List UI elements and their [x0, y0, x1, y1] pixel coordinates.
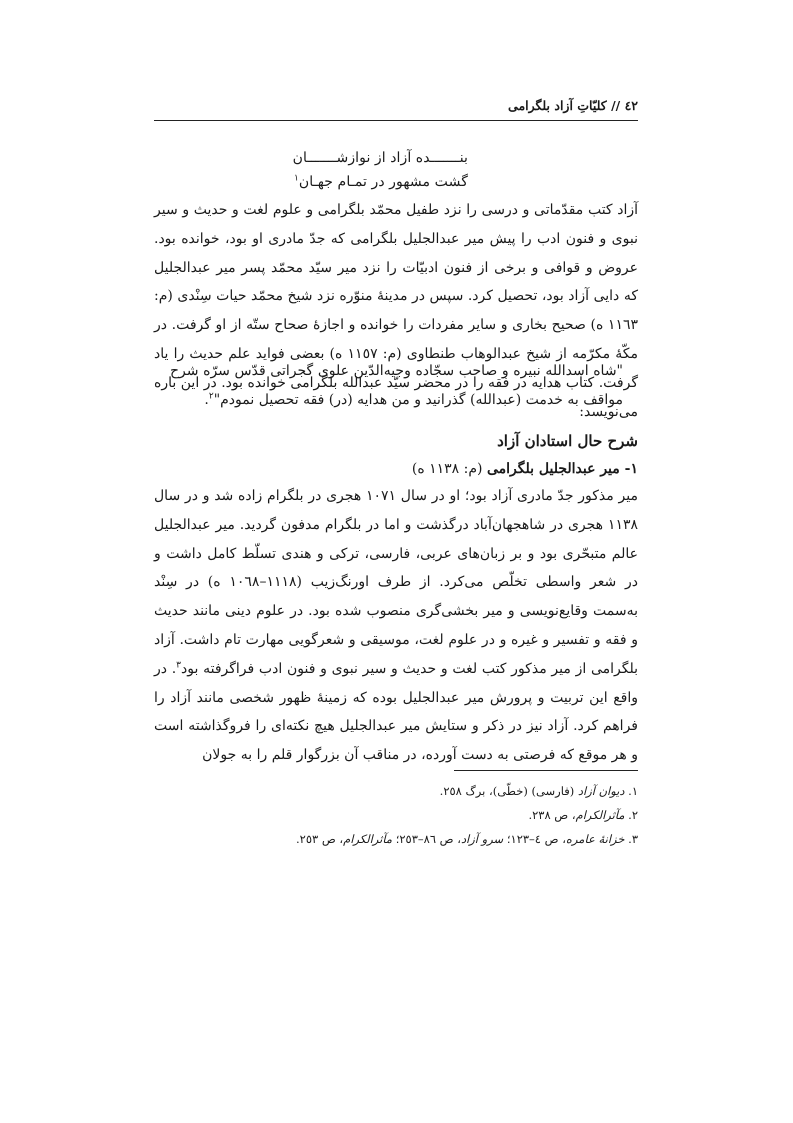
subsection-title: [154, 455, 638, 483]
footnote-2-title: مآثرالکرام: [575, 808, 625, 822]
footnote-3-rest: ، ص ٤–١٢٣؛: [503, 832, 566, 846]
footnote-1-number: ١.: [628, 784, 638, 798]
paragraph-2-part-a: میر مذکور جدّ مادری آزاد بود؛ او در سال ١٠٧١ هجری در بلگرام زاده شد و در سال ١١٣٨ هجری در شاهجهان‌آباد درگذشت و اما در بلگرام مدفون گردید. میر عبدالجلیل عالم متبحّری بود و بر زبان‌های عربی، فارسی، ترکی و هندی تسلّط کامل داشت و در شعر واسطی تخلّص می‌کرد. از طرف اورنگ‌زیب (١١١٨–١٠٦٨ ه) در سِنْد به‌سمت وقایع‌نویسی و میر بخشی‌گری منصوب شده بود. در علوم دینی مانند حدیث و فقه و تفسیر و غیره و در علوم لغت، موسیقی و شعرگویی مهارت تام داشت. آزاد بلگرامی از میر مذکور کتب لغت و حدیث و سیر نبوی و فنون ادب فراگرفته بود: [154, 488, 638, 677]
footnote-1-title: دیوان آزاد: [577, 784, 625, 798]
section-title: شرح حال استادان آزاد: [497, 432, 638, 450]
quote-end: .: [204, 391, 209, 408]
paragraph-1: آزاد کتب مقدّماتی و درسی را نزد طفیل محمّد بلگرامی و علوم لغت و حدیث و سیر نبوی و فنون ادب را پیش میر عبدالجلیل بلگرامی که جدّ مادری او بود، خوانده بود. عروض و قوافی و برخی از فنون ادبیّات را نزد میر سیّد محمّد پسر میر عبدالجلیل که دایی آزاد بود، تحصیل کرد. سپس در مدینهٔ منوّره نزد شیخ محمّد حیات سِنْدی (م: ١١٦٣ ه) صحیح بخاری و سایر مفردات را خوانده و اجازهٔ صحاح ستّه از او گرفت. در مکّهٔ مکرّمه از شیخ عبدالوهاب طنطاوی (م: ١١٥٧ ه) بعضی فواید علم حدیث را یاد گرفت. کتاب هدایه در فقه را در محضر سیّد عبدالله بلگرامی خوانده بود. در این باره می‌نویسد:: [154, 202, 638, 420]
subsection-name: ١- میر عبدالجلیل بلگرامی: [486, 461, 638, 477]
verse-line-2: [248, 170, 468, 194]
running-head: ٤٢ // کلیّاتِ آزاد بلگرامی: [508, 98, 638, 113]
footnote-2-number: ٢.: [628, 808, 638, 822]
quote-text: "شاه اسدالله نبیره و صاحب سجّاده وجیه‌الدّین علوی گجراتی قدّس سرّه شرح مواقف به خدمت (عبدالله) گذرانید و من هدایه (در) فقه تحصیل نمودم": [170, 363, 623, 408]
subsection-dates: (م: ١١٣٨ ه): [411, 461, 483, 477]
verse-line-1: بنـــــــده آزاد از نوازشـــــــان: [292, 150, 468, 166]
footnote-1: [154, 779, 638, 803]
paragraph-2-part-b: . در واقع این تربیت و پرورش میر عبدالجلیل بوده که زمینهٔ ظهور شخصی مانند آزاد را فراهم کرد. آزاد نیز در ذکر و ستایش میر عبدالجلیل هیچ نکته‌ای را فروگذاشته است و هر موقع که فرصتی به دست آورده، در مناقب آن بزرگوار قلم را به جولان: [154, 660, 638, 764]
verse-line-2-text: گشت مشهور در تمـام جهـان: [298, 174, 468, 190]
footnote-2: [154, 803, 638, 827]
quote-block: [170, 357, 623, 415]
footnote-3-title-3: مآثرالکرام: [343, 832, 393, 846]
footnote-3-rest-3: ، ص ٢٥٣.: [296, 832, 344, 846]
footnotes: [154, 779, 638, 851]
footnote-3-rest-2: ، ص ٨٦–٢٥٣؛: [392, 832, 461, 846]
verse-block: [248, 146, 468, 194]
footnote-3: [154, 827, 638, 851]
footnote-ref-2: ٢: [208, 391, 214, 402]
footnote-1-rest: (فارسی) (خطّی)، برگ ٢٥٨.: [439, 784, 578, 798]
footnote-ref-1: ١: [294, 173, 299, 184]
footnote-3-number: ٣.: [628, 832, 638, 846]
footnote-ref-3: ٣: [176, 660, 182, 671]
footnote-3-title-2: سرو آزاد: [460, 832, 504, 846]
footnote-rule: [454, 770, 638, 771]
paragraph-2: [154, 482, 638, 770]
footnote-2-rest: ، ص ٢٣٨.: [528, 808, 576, 822]
header-rule: [154, 120, 638, 121]
footnote-3-title: خزانهٔ عامره: [565, 832, 625, 846]
